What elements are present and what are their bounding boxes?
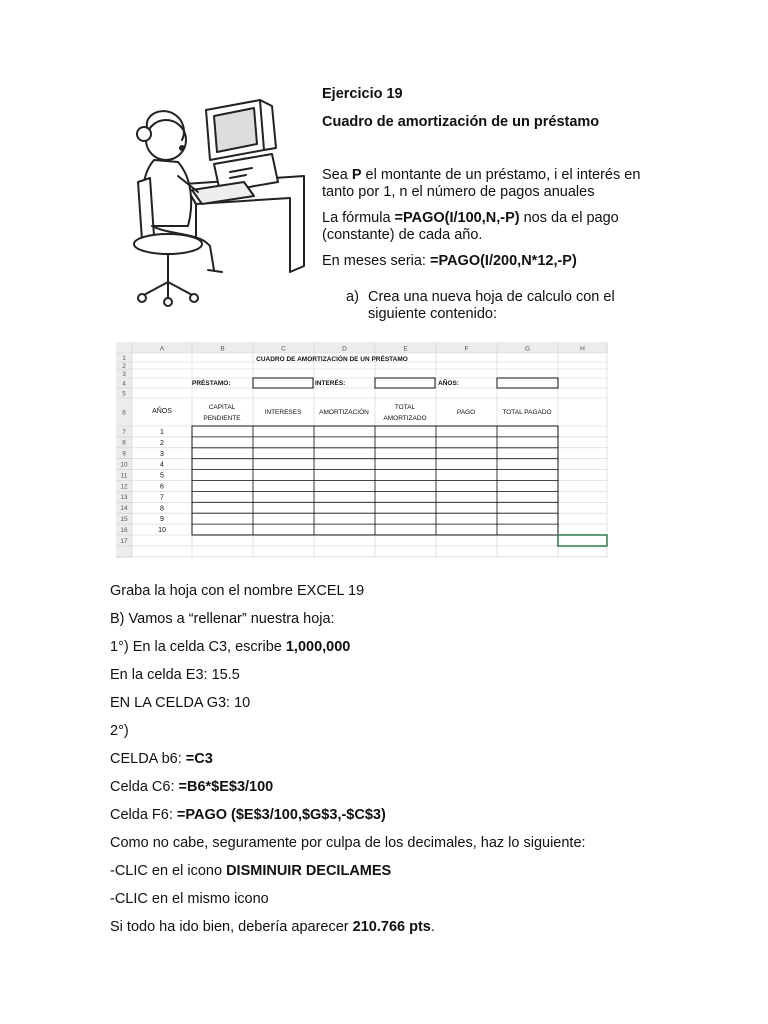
line-f6	[110, 807, 386, 823]
year-cell: 3	[160, 450, 164, 458]
line-fill-intro: B) Vamos a “rellenar” nuestra hoja:	[110, 611, 335, 627]
click-icon-bold: DISMINUIR DECILAMES	[226, 863, 392, 879]
row-number: 12	[120, 483, 128, 491]
head-pago: PAGO	[456, 409, 476, 416]
column-letter: H	[580, 345, 585, 353]
click-icon-pre: -CLIC en el icono	[110, 863, 227, 879]
anos-input-label: AÑOS:	[438, 380, 459, 387]
result-bold: 210.766 pts	[352, 919, 431, 935]
head-capital-1: CAPITAL	[208, 404, 236, 411]
head-total-2: AMORTIZADO	[383, 415, 427, 422]
row-number: 8	[122, 439, 126, 447]
exercise-title: Ejercicio 19	[322, 86, 403, 102]
head-capital-2: PENDIENTE	[203, 415, 241, 422]
p3-bold: =PAGO(I/200,N*12,-P)	[430, 253, 577, 269]
p1-bold: P	[351, 167, 362, 183]
c6-bold: =B6*$E$3/100	[178, 779, 274, 795]
p3-pre: En meses seria:	[322, 253, 430, 269]
sheet-background	[116, 342, 608, 558]
column-letter: E	[403, 345, 408, 353]
line-result	[110, 919, 435, 935]
column-letter: G	[524, 345, 531, 353]
year-cell: 8	[160, 505, 164, 513]
line-c6	[110, 779, 273, 795]
step-1-bold: 1,000,000	[285, 639, 351, 655]
row-number: 5	[122, 390, 126, 398]
line-step-1	[110, 639, 350, 655]
p2-pre: La fórmula	[322, 210, 395, 226]
row-number: 9	[122, 450, 126, 458]
line-g3: EN LA CELDA G3: 10	[110, 695, 251, 711]
f6-pre: Celda F6:	[110, 807, 177, 823]
head-amortizacion: AMORTIZACIÓN	[319, 409, 369, 416]
line-decimals-note: Como no cabe, seguramente por culpa de los decimales, haz lo siguiente:	[110, 835, 586, 851]
year-cell: 2	[160, 439, 164, 447]
row-number: 3	[122, 370, 126, 378]
spreadsheet-screenshot	[116, 342, 608, 558]
head-anos: AÑOS	[152, 408, 172, 415]
row-number: 11	[120, 472, 128, 480]
sheet-title: CUADRO DE AMORTIZACIÓN DE UN PRÉSTAMO	[256, 356, 408, 363]
row-number: 1	[122, 354, 126, 362]
column-letter: A	[159, 345, 165, 353]
sub-item-a-text: Crea una nueva hoja de calculo con el siguiente contenido:	[368, 289, 615, 322]
row-number: 4	[122, 380, 126, 388]
intro-paragraph-3	[322, 253, 652, 270]
year-cell: 4	[160, 461, 164, 469]
p2-bold: =PAGO(I/100,N,-P)	[394, 210, 520, 226]
column-letter: D	[342, 345, 347, 353]
line-step-2: 2°)	[110, 723, 129, 739]
sub-item-a-marker: a)	[346, 289, 359, 305]
column-letter: C	[281, 345, 286, 353]
head-intereses: INTERESES	[264, 409, 302, 416]
year-cell: 1	[160, 429, 164, 436]
row-number: 10	[120, 461, 128, 469]
row-number: 7	[122, 428, 126, 436]
p2-post: nos da el pago (constante) de cada año.	[322, 210, 619, 243]
b6-bold: =C3	[185, 751, 213, 767]
row-number: 2	[122, 362, 126, 370]
column-letter: F	[464, 345, 469, 353]
result-pre: Si todo ha ido bien, debería aparecer	[110, 919, 353, 935]
row-number: 6	[122, 409, 126, 417]
c6-pre: Celda C6:	[110, 779, 179, 795]
year-cell: 10	[158, 527, 166, 535]
row-number: 17	[120, 537, 128, 545]
b6-pre: CELDA b6:	[110, 751, 186, 767]
p1-pre: Sea	[322, 167, 352, 183]
year-cell: 5	[160, 472, 164, 480]
line-click-icon	[110, 863, 391, 879]
exercise-subtitle: Cuadro de amortización de un préstamo	[322, 114, 600, 130]
girl-at-computer-illustration	[122, 86, 312, 312]
year-cell: 6	[160, 483, 164, 491]
row-number: 15	[120, 515, 128, 523]
p1-post: el montante de un préstamo, i el interés en tanto por 1, n el número de pagos anuales	[322, 167, 641, 200]
line-click-again: -CLIC en el mismo icono	[110, 891, 269, 907]
row-number: 13	[120, 494, 128, 502]
row-number: 16	[120, 526, 128, 534]
row-number: 14	[120, 505, 128, 513]
intro-paragraph-1	[322, 167, 652, 201]
f6-bold: =PAGO ($E$3/100,$G$3,-$C$3)	[176, 807, 386, 823]
year-cell: 9	[160, 516, 164, 524]
column-header-bar	[116, 342, 608, 353]
year-cell: 7	[160, 494, 164, 502]
interes-label: INTERÉS:	[315, 380, 346, 387]
intro-paragraph-2	[322, 210, 652, 244]
prestamo-label: PRÉSTAMO:	[192, 380, 231, 387]
head-total-1: TOTAL	[394, 404, 416, 411]
result-post: .	[430, 919, 435, 935]
line-e3: En la celda E3: 15.5	[110, 667, 240, 683]
step-1-pre: 1°) En la celda C3, escribe	[110, 639, 286, 655]
column-letter: B	[220, 345, 225, 353]
intro-section	[322, 86, 652, 270]
head-total-pagado: TOTAL PAGADO	[502, 409, 552, 416]
line-b6	[110, 751, 213, 767]
line-save: Graba la hoja con el nombre EXCEL 19	[110, 583, 365, 599]
